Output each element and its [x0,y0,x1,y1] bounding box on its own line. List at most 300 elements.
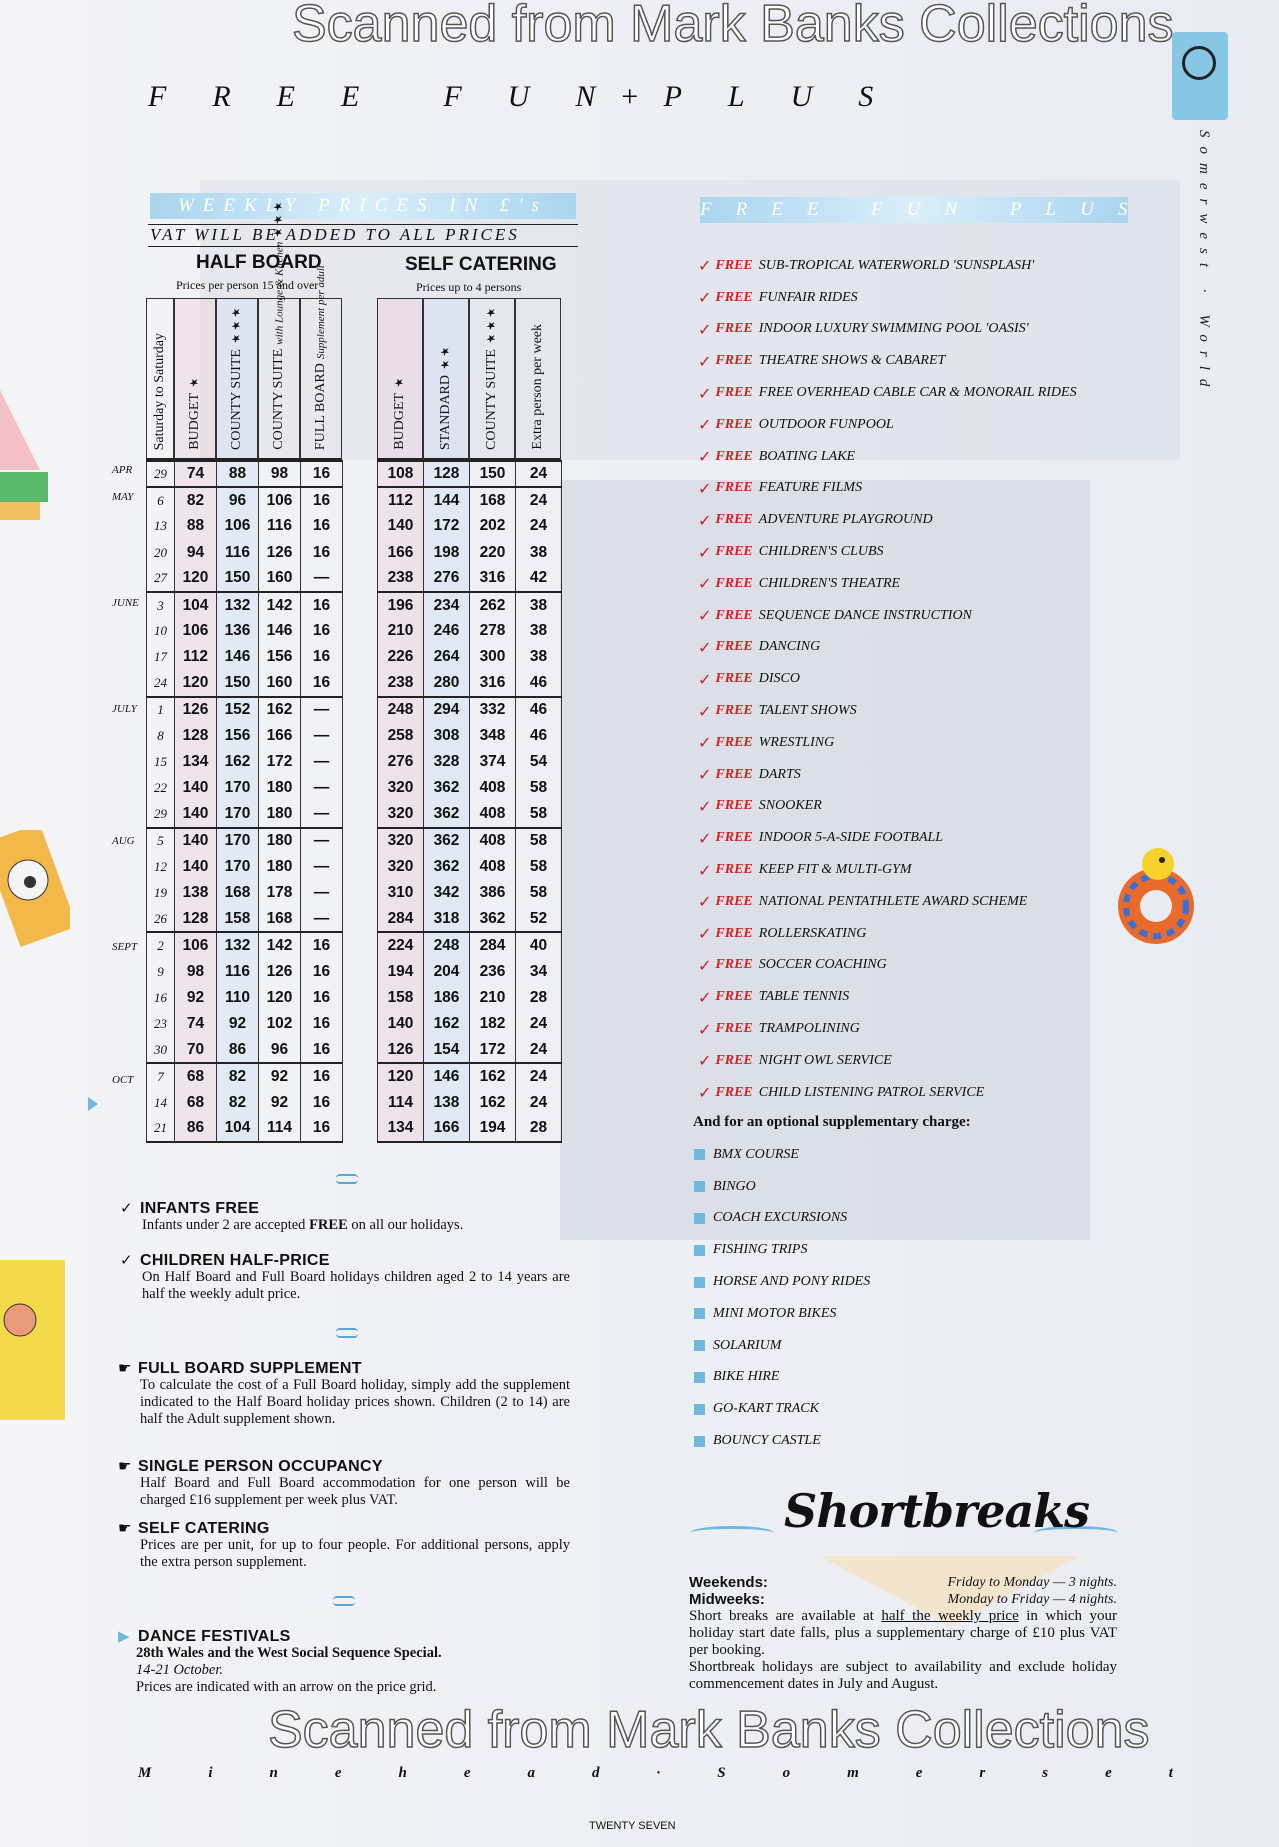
free-label: FREE [715,575,753,591]
free-label: FREE [715,798,753,814]
price-cell: — [301,697,343,723]
free-label: FREE [715,512,753,528]
red-tick-icon: ✓ [698,924,712,944]
price-row [378,854,562,880]
price-cell: 162 [217,749,259,775]
page-number: TWENTY SEVEN [589,1820,676,1832]
activity-name: SOLARIUM [713,1337,782,1353]
price-cell: 106 [175,932,217,958]
infants-free-note: ✓ INFANTS FREE Infants under 2 are accepted FREE on all our holidays. [120,1199,464,1233]
price-cell: 140 [175,775,217,801]
swim-ring-duck-illustration [1100,840,1210,950]
price-cell: 238 [378,566,424,592]
column-header-label: BUDGET [392,393,407,450]
price-cell: 92 [175,985,217,1011]
price-cell: 202 [470,513,516,539]
price-cell: 104 [175,592,217,618]
price-cell: 162 [424,1011,470,1037]
page-title: F R E E F U N + P L U S [148,80,876,113]
price-cell: 172 [259,749,301,775]
price-cell: 186 [424,985,470,1011]
price-cell: 116 [217,959,259,985]
free-activity-item [698,854,1077,886]
price-cell: 168 [470,487,516,513]
wave-divider-icon [333,1596,355,1606]
price-row [147,540,343,566]
optional-activity-item [694,1266,870,1298]
price-row [147,1063,343,1089]
price-row [147,828,343,854]
shortbreaks-logo: Shortbreaks [784,1484,1090,1538]
price-row [147,985,343,1011]
price-cell: 342 [424,880,470,906]
price-cell: 126 [175,697,217,723]
column-header [258,200,300,460]
price-row [378,461,562,487]
price-cell: 38 [516,644,562,670]
price-cell: 120 [175,566,217,592]
price-cell: 362 [470,906,516,932]
activity-name: CHILDREN'S THEATRE [758,575,901,591]
price-cell: 112 [378,487,424,513]
price-cell: 166 [378,540,424,566]
price-cell: 58 [516,801,562,827]
price-cell: 16 [301,1037,343,1063]
free-label: FREE [715,385,753,401]
date-cell: 6 [147,487,175,513]
price-cell: 226 [378,644,424,670]
price-cell: 150 [217,671,259,697]
activity-name: FUNFAIR RIDES [758,289,858,305]
column-header-sub: ★ [394,376,407,390]
red-tick-icon: ✓ [698,765,712,785]
column-header-label: COUNTY SUITE [484,349,499,450]
optional-activities-list [694,1139,870,1457]
price-cell: 134 [378,1116,424,1142]
price-cell: 316 [470,566,516,592]
price-cell: 16 [301,1090,343,1116]
column-header-label: BUDGET [187,393,202,450]
date-cell: 29 [147,461,175,487]
pointing-hand-icon: ☛ [118,1359,132,1377]
activity-name: THEATRE SHOWS & CABARET [758,353,946,369]
price-cell: 16 [301,618,343,644]
date-cell: 29 [147,801,175,827]
price-row [378,644,562,670]
column-header [216,298,258,460]
price-cell: 316 [470,671,516,697]
price-cell: — [301,566,343,592]
free-activity-item [698,632,1077,664]
price-cell: 210 [470,985,516,1011]
date-cell: 19 [147,880,175,906]
price-row [147,1116,343,1142]
blue-square-bullet-icon [694,1149,705,1160]
blue-square-bullet-icon [694,1372,705,1383]
red-tick-icon: ✓ [698,351,712,371]
column-header [377,298,423,460]
price-cell: 58 [516,828,562,854]
date-cell: 20 [147,540,175,566]
red-tick-icon: ✓ [698,987,712,1007]
price-cell: 46 [516,671,562,697]
price-cell: 386 [470,880,516,906]
price-cell: 162 [470,1063,516,1089]
free-activity-item [698,1045,1077,1077]
activity-name: HORSE AND PONY RIDES [713,1274,871,1290]
blue-square-bullet-icon [694,1308,705,1319]
price-cell: 166 [259,723,301,749]
free-label: FREE [715,925,753,941]
price-cell: 38 [516,540,562,566]
price-row [378,985,562,1011]
free-label: FREE [715,1021,753,1037]
price-cell: 126 [259,959,301,985]
price-cell: 374 [470,749,516,775]
column-header [300,264,342,460]
price-row [378,592,562,618]
price-cell: 16 [301,985,343,1011]
price-cell: 126 [259,540,301,566]
price-cell: 362 [424,801,470,827]
price-cell: 96 [259,1037,301,1063]
price-cell: 170 [217,775,259,801]
price-cell: 162 [259,697,301,723]
price-cell: 198 [424,540,470,566]
free-label: FREE [715,289,753,305]
tick-icon: ✓ [120,1199,133,1217]
price-row [147,1037,343,1063]
price-cell: 68 [175,1090,217,1116]
blue-square-bullet-icon [694,1245,705,1256]
half-board-subtitle: Prices per person 15 and over [176,278,319,292]
price-cell: 328 [424,749,470,775]
activity-name: FREE OVERHEAD CABLE CAR & MONORAIL RIDES [758,385,1077,401]
price-cell: 170 [217,854,259,880]
price-row [147,906,343,932]
free-label: FREE [715,830,753,846]
price-row [378,1011,562,1037]
free-activity-item [698,886,1077,918]
price-cell: 46 [516,697,562,723]
price-cell: 140 [175,801,217,827]
activity-name: SOCCER COACHING [758,957,887,973]
date-cell: 12 [147,854,175,880]
price-cell: 140 [175,854,217,880]
price-cell: 158 [217,906,259,932]
price-cell: 106 [217,513,259,539]
activity-name: MINI MOTOR BIKES [713,1305,837,1321]
red-tick-icon: ✓ [698,319,712,339]
price-cell: 136 [217,618,259,644]
price-cell: 408 [470,828,516,854]
column-header-label: COUNTY SUITE [229,349,244,450]
price-cell: 16 [301,540,343,566]
price-cell: 310 [378,880,424,906]
free-activity-item [698,695,1077,727]
date-cell: 21 [147,1116,175,1142]
red-tick-icon: ✓ [698,256,712,276]
price-row [147,1011,343,1037]
price-cell: 170 [217,801,259,827]
price-cell: 16 [301,487,343,513]
month-label: APR [112,464,133,476]
price-row [378,540,562,566]
price-cell: 16 [301,592,343,618]
column-header-label: Saturday to Saturday [152,332,167,450]
price-cell: 134 [175,749,217,775]
date-cell: 14 [147,1090,175,1116]
column-header-sub: ★★ [440,344,453,371]
column-header-label: COUNTY SUITE [271,349,286,450]
price-cell: 362 [424,775,470,801]
price-cell: 320 [378,854,424,880]
price-cell: 140 [378,1011,424,1037]
date-cell: 13 [147,513,175,539]
price-row [378,959,562,985]
price-cell: 92 [259,1063,301,1089]
price-row [147,487,343,513]
red-tick-icon: ✓ [698,637,712,657]
vat-notice: VAT WILL BE ADDED TO ALL PRICES [148,224,578,247]
month-label: OCT [112,1073,134,1086]
price-cell: 68 [175,1063,217,1089]
free-label: FREE [715,639,753,655]
price-row [147,723,343,749]
weekly-prices-banner: WEEKLY PRICES IN £'s [150,193,576,219]
price-cell: 280 [424,671,470,697]
price-row [378,566,562,592]
price-cell: 264 [424,644,470,670]
free-activity-item [698,663,1077,695]
activity-name: KEEP FIT & MULTI-GYM [758,862,912,878]
price-cell: 246 [424,618,470,644]
red-tick-icon: ✓ [698,701,712,721]
date-cell: 16 [147,985,175,1011]
price-cell: 38 [516,618,562,644]
price-cell: 120 [175,671,217,697]
free-activity-item [698,504,1077,536]
price-cell: 196 [378,592,424,618]
column-header [174,298,216,460]
arrow-marker-icon: ▶ [118,1627,130,1645]
free-label: FREE [715,257,753,273]
frog-illustration [0,830,70,950]
price-cell: 168 [217,880,259,906]
activity-name: DANCING [758,639,821,655]
price-cell: 16 [301,513,343,539]
price-cell: 152 [217,697,259,723]
free-activity-item [698,600,1077,632]
price-row [378,906,562,932]
price-cell: 168 [259,906,301,932]
month-label: AUG [112,835,135,847]
price-row [147,854,343,880]
free-activity-item [698,473,1077,505]
date-cell: 1 [147,697,175,723]
price-cell: 348 [470,723,516,749]
price-cell: 88 [175,513,217,539]
price-cell: 276 [378,749,424,775]
price-cell: 128 [424,461,470,487]
activity-name: CHILDREN'S CLUBS [758,544,884,560]
price-row [378,618,562,644]
red-tick-icon: ✓ [698,733,712,753]
price-cell: 276 [424,566,470,592]
price-cell: 146 [424,1063,470,1089]
activity-name: SEQUENCE DANCE INSTRUCTION [758,607,972,623]
free-label: FREE [715,1052,753,1068]
price-cell: 16 [301,644,343,670]
month-label: JULY [112,702,137,715]
price-row [378,828,562,854]
red-tick-icon: ✓ [698,288,712,308]
blue-square-bullet-icon [694,1340,705,1351]
column-header-sub: ★★★ [231,306,244,346]
price-cell: 24 [516,1011,562,1037]
price-row [378,775,562,801]
column-header [515,298,561,460]
column-header [146,298,174,460]
price-cell: 140 [378,513,424,539]
price-cell: 150 [217,566,259,592]
optional-activity-item [694,1171,870,1203]
price-cell: 182 [470,1011,516,1037]
full-board-supplement-note: ☛ FULL BOARD SUPPLEMENT To calculate the cost of a Full Board holiday, simply add the supplement indicated to the Half Board holiday prices shown. Children (2 to 14) are half the Adult supplement shown. [118,1359,570,1427]
self-catering-price-table [377,460,562,1143]
free-label: FREE [715,671,753,687]
date-cell: 15 [147,749,175,775]
free-activity-item [698,950,1077,982]
free-label: FREE [715,544,753,560]
price-cell: 74 [175,1011,217,1037]
price-cell: 262 [470,592,516,618]
price-cell: 58 [516,775,562,801]
price-cell: 106 [259,487,301,513]
price-cell: 308 [424,723,470,749]
price-cell: 224 [378,932,424,958]
price-cell: 120 [259,985,301,1011]
price-cell: 318 [424,906,470,932]
free-activity-item [698,918,1077,950]
free-label: FREE [715,416,753,432]
red-tick-icon: ✓ [698,415,712,435]
price-cell: 82 [217,1063,259,1089]
pointing-hand-icon: ☛ [118,1519,132,1537]
price-cell: 24 [516,461,562,487]
price-row [147,461,343,487]
activity-name: TRAMPOLINING [758,1021,860,1037]
price-cell: 156 [217,723,259,749]
half-board-price-table [146,460,343,1143]
price-cell: 204 [424,959,470,985]
red-tick-icon: ✓ [698,510,712,530]
price-cell: 52 [516,906,562,932]
price-cell: — [301,723,343,749]
price-cell: 158 [378,985,424,1011]
price-cell: 98 [259,461,301,487]
date-cell: 10 [147,618,175,644]
price-row [147,566,343,592]
dance-festival-arrow-icon [88,1097,98,1111]
optional-activity-item [694,1234,870,1266]
activity-name: COACH EXCURSIONS [713,1210,848,1226]
price-cell: 114 [378,1090,424,1116]
price-cell: 16 [301,671,343,697]
column-header-sub: ★★★ [486,306,499,346]
price-cell: 194 [470,1116,516,1142]
column-header-sub: Supplement per adult [315,264,327,359]
free-activity-item [698,1013,1077,1045]
crab-illustration [0,1260,70,1430]
free-activity-item [698,314,1077,346]
price-cell: 16 [301,1063,343,1089]
price-row [378,801,562,827]
price-cell: 16 [301,461,343,487]
price-row [147,932,343,958]
price-cell: 74 [175,461,217,487]
price-cell: 92 [259,1090,301,1116]
free-activity-item [698,727,1077,759]
date-cell: 2 [147,932,175,958]
activity-name: SUB-TROPICAL WATERWORLD 'SUNSPLASH' [758,257,1035,273]
activity-name: FISHING TRIPS [713,1242,808,1258]
column-header-sub: ★ [189,376,202,390]
sailboat-illustration [0,380,60,540]
column-header-sub: with Lounge & Kitchen ★★★ [273,200,286,346]
wave-divider-icon [336,1174,358,1184]
date-cell: 22 [147,775,175,801]
price-cell: 46 [516,723,562,749]
price-row [378,723,562,749]
price-cell: 178 [259,880,301,906]
price-cell: 42 [516,566,562,592]
price-cell: 140 [175,828,217,854]
price-cell: 156 [259,644,301,670]
price-row [147,671,343,697]
price-cell: 58 [516,854,562,880]
price-cell: 180 [259,854,301,880]
price-cell: 362 [424,854,470,880]
activity-name: SNOOKER [758,798,822,814]
red-tick-icon: ✓ [698,447,712,467]
date-cell: 17 [147,644,175,670]
price-cell: — [301,775,343,801]
price-cell: 150 [470,461,516,487]
single-person-occupancy-note: ☛ SINGLE PERSON OCCUPANCY Half Board and Full Board accommodation for one person will be charged £16 supplement per week plus VAT. [118,1457,570,1508]
somerwest-world-logo [1172,32,1228,120]
date-cell: 24 [147,671,175,697]
activity-name: BIKE HIRE [713,1369,780,1385]
free-label: FREE [715,1084,753,1100]
free-label: FREE [715,734,753,750]
date-cell: 9 [147,959,175,985]
red-tick-icon: ✓ [698,1019,712,1039]
optional-activity-item [694,1393,870,1425]
free-label: FREE [715,480,753,496]
activity-name: GO-KART TRACK [713,1401,819,1417]
price-row [378,513,562,539]
price-cell: 112 [175,644,217,670]
price-cell: — [301,854,343,880]
month-label: MAY [112,490,134,503]
price-cell: 248 [378,697,424,723]
price-cell: 234 [424,592,470,618]
price-cell: 116 [217,540,259,566]
price-cell: 138 [175,880,217,906]
free-label: FREE [715,321,753,337]
price-cell: — [301,880,343,906]
